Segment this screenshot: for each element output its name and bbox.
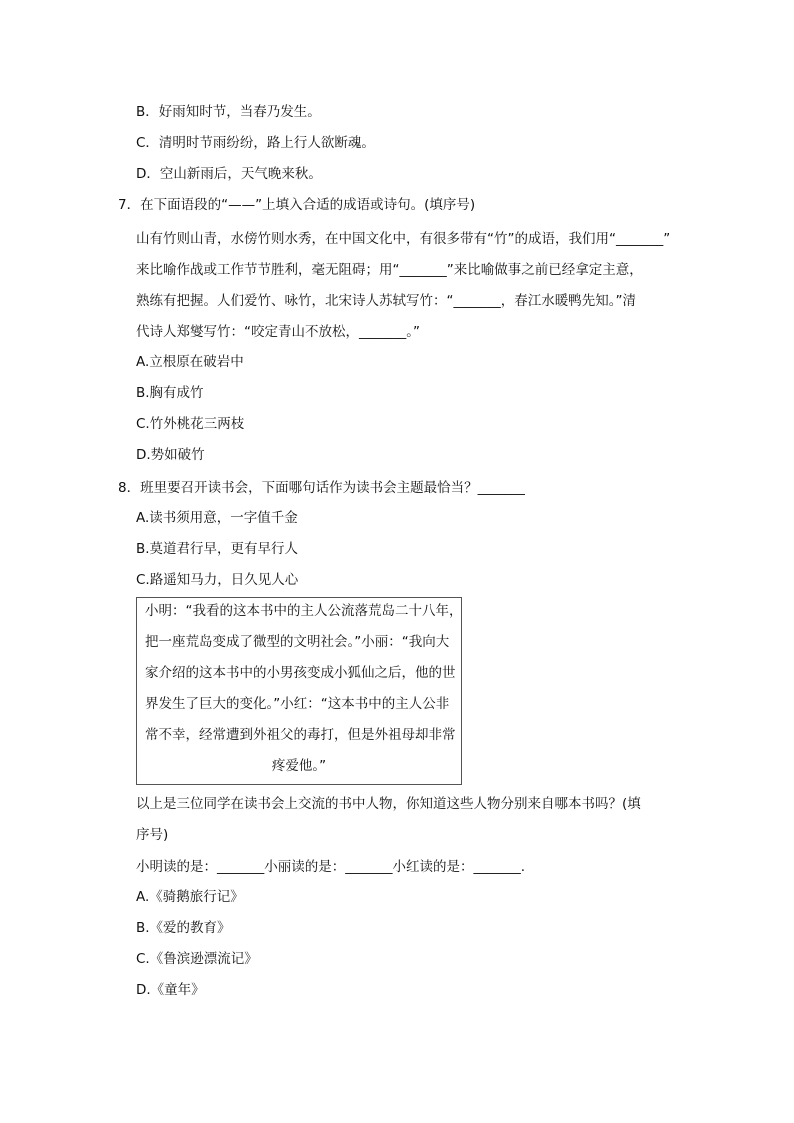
- option-c-prev: C．清明时节雨纷纷，路上行人欲断魂。: [136, 135, 375, 151]
- q8-question-line-1: 以上是三位同学在读书会上交流的书中人物，你知道这些人物分别来自哪本书吗？(填: [136, 796, 641, 812]
- box-line-3: 家介绍的这本书中的小男孩变成小狐仙之后，他的世: [145, 665, 456, 681]
- box-line-1: 小明：“我看的这本书中的主人公流落荒岛二十八年，: [145, 603, 463, 619]
- q7-option-b: B.胸有成竹: [136, 385, 204, 401]
- box-line-2: 把一座荒岛变成了微型的文明社会。”小丽：“我向大: [145, 634, 450, 650]
- q8-book-option-c: C.《鲁滨逊漂流记》: [136, 951, 258, 967]
- q8-book-option-d: D.《童年》: [136, 982, 205, 998]
- q8-answer-line: 小明读的是：_______小丽读的是：_______小红读的是：_______.: [136, 859, 526, 875]
- q8-option-a: A.读书须用意，一字值千金: [136, 510, 298, 526]
- q7-paragraph-line-2: 来比喻作战或工作节节胜利，毫无阻碍；用“_______”来比喻做事之前已经拿定主意，: [136, 262, 643, 278]
- question-8-stem: 8．班里要召开读书会，下面哪句话作为读书会主题最恰当？_______: [118, 480, 525, 496]
- option-b-prev: B．好雨知时节，当春乃发生。: [136, 104, 321, 120]
- q7-option-d: D.势如破竹: [136, 447, 205, 463]
- q7-option-c: C.竹外桃花三两枝: [136, 416, 245, 432]
- box-line-6: 疼爱他。”: [271, 758, 327, 774]
- q7-paragraph-line-3: 熟练有把握。人们爱竹、咏竹，北宋诗人苏轼写竹：“_______，春江水暖鸭先知。”清: [136, 293, 636, 309]
- q8-option-b: B.莫道君行早，更有早行人: [136, 541, 299, 557]
- box-line-5: 常不幸，经常遭到外祖父的毒打，但是外祖母却非常: [145, 727, 456, 743]
- q8-question-line-2: 序号): [136, 827, 169, 843]
- q8-book-option-a: A.《骑鹅旅行记》: [136, 889, 244, 905]
- q8-option-c: C.路遥知马力，日久见人心: [136, 572, 299, 588]
- q7-paragraph-line-4: 代诗人郑燮写竹：“咬定青山不放松，_______。”: [136, 324, 420, 340]
- q7-paragraph-line-1: 山有竹则山青，水傍竹则水秀，在中国文化中，有很多带有“竹”的成语，我们用“_______”: [136, 231, 671, 247]
- box-line-4: 界发生了巨大的变化。”小红：“这本书中的主人公非: [145, 696, 450, 712]
- q7-option-a: A.立根原在破岩中: [136, 354, 244, 370]
- reading-passage-box: [136, 597, 462, 785]
- option-d-prev: D．空山新雨后，天气晚来秋。: [136, 166, 322, 182]
- q8-book-option-b: B.《爱的教育》: [136, 920, 231, 936]
- question-7-stem: 7．在下面语段的“——”上填入合适的成语或诗句。(填序号): [118, 197, 476, 213]
